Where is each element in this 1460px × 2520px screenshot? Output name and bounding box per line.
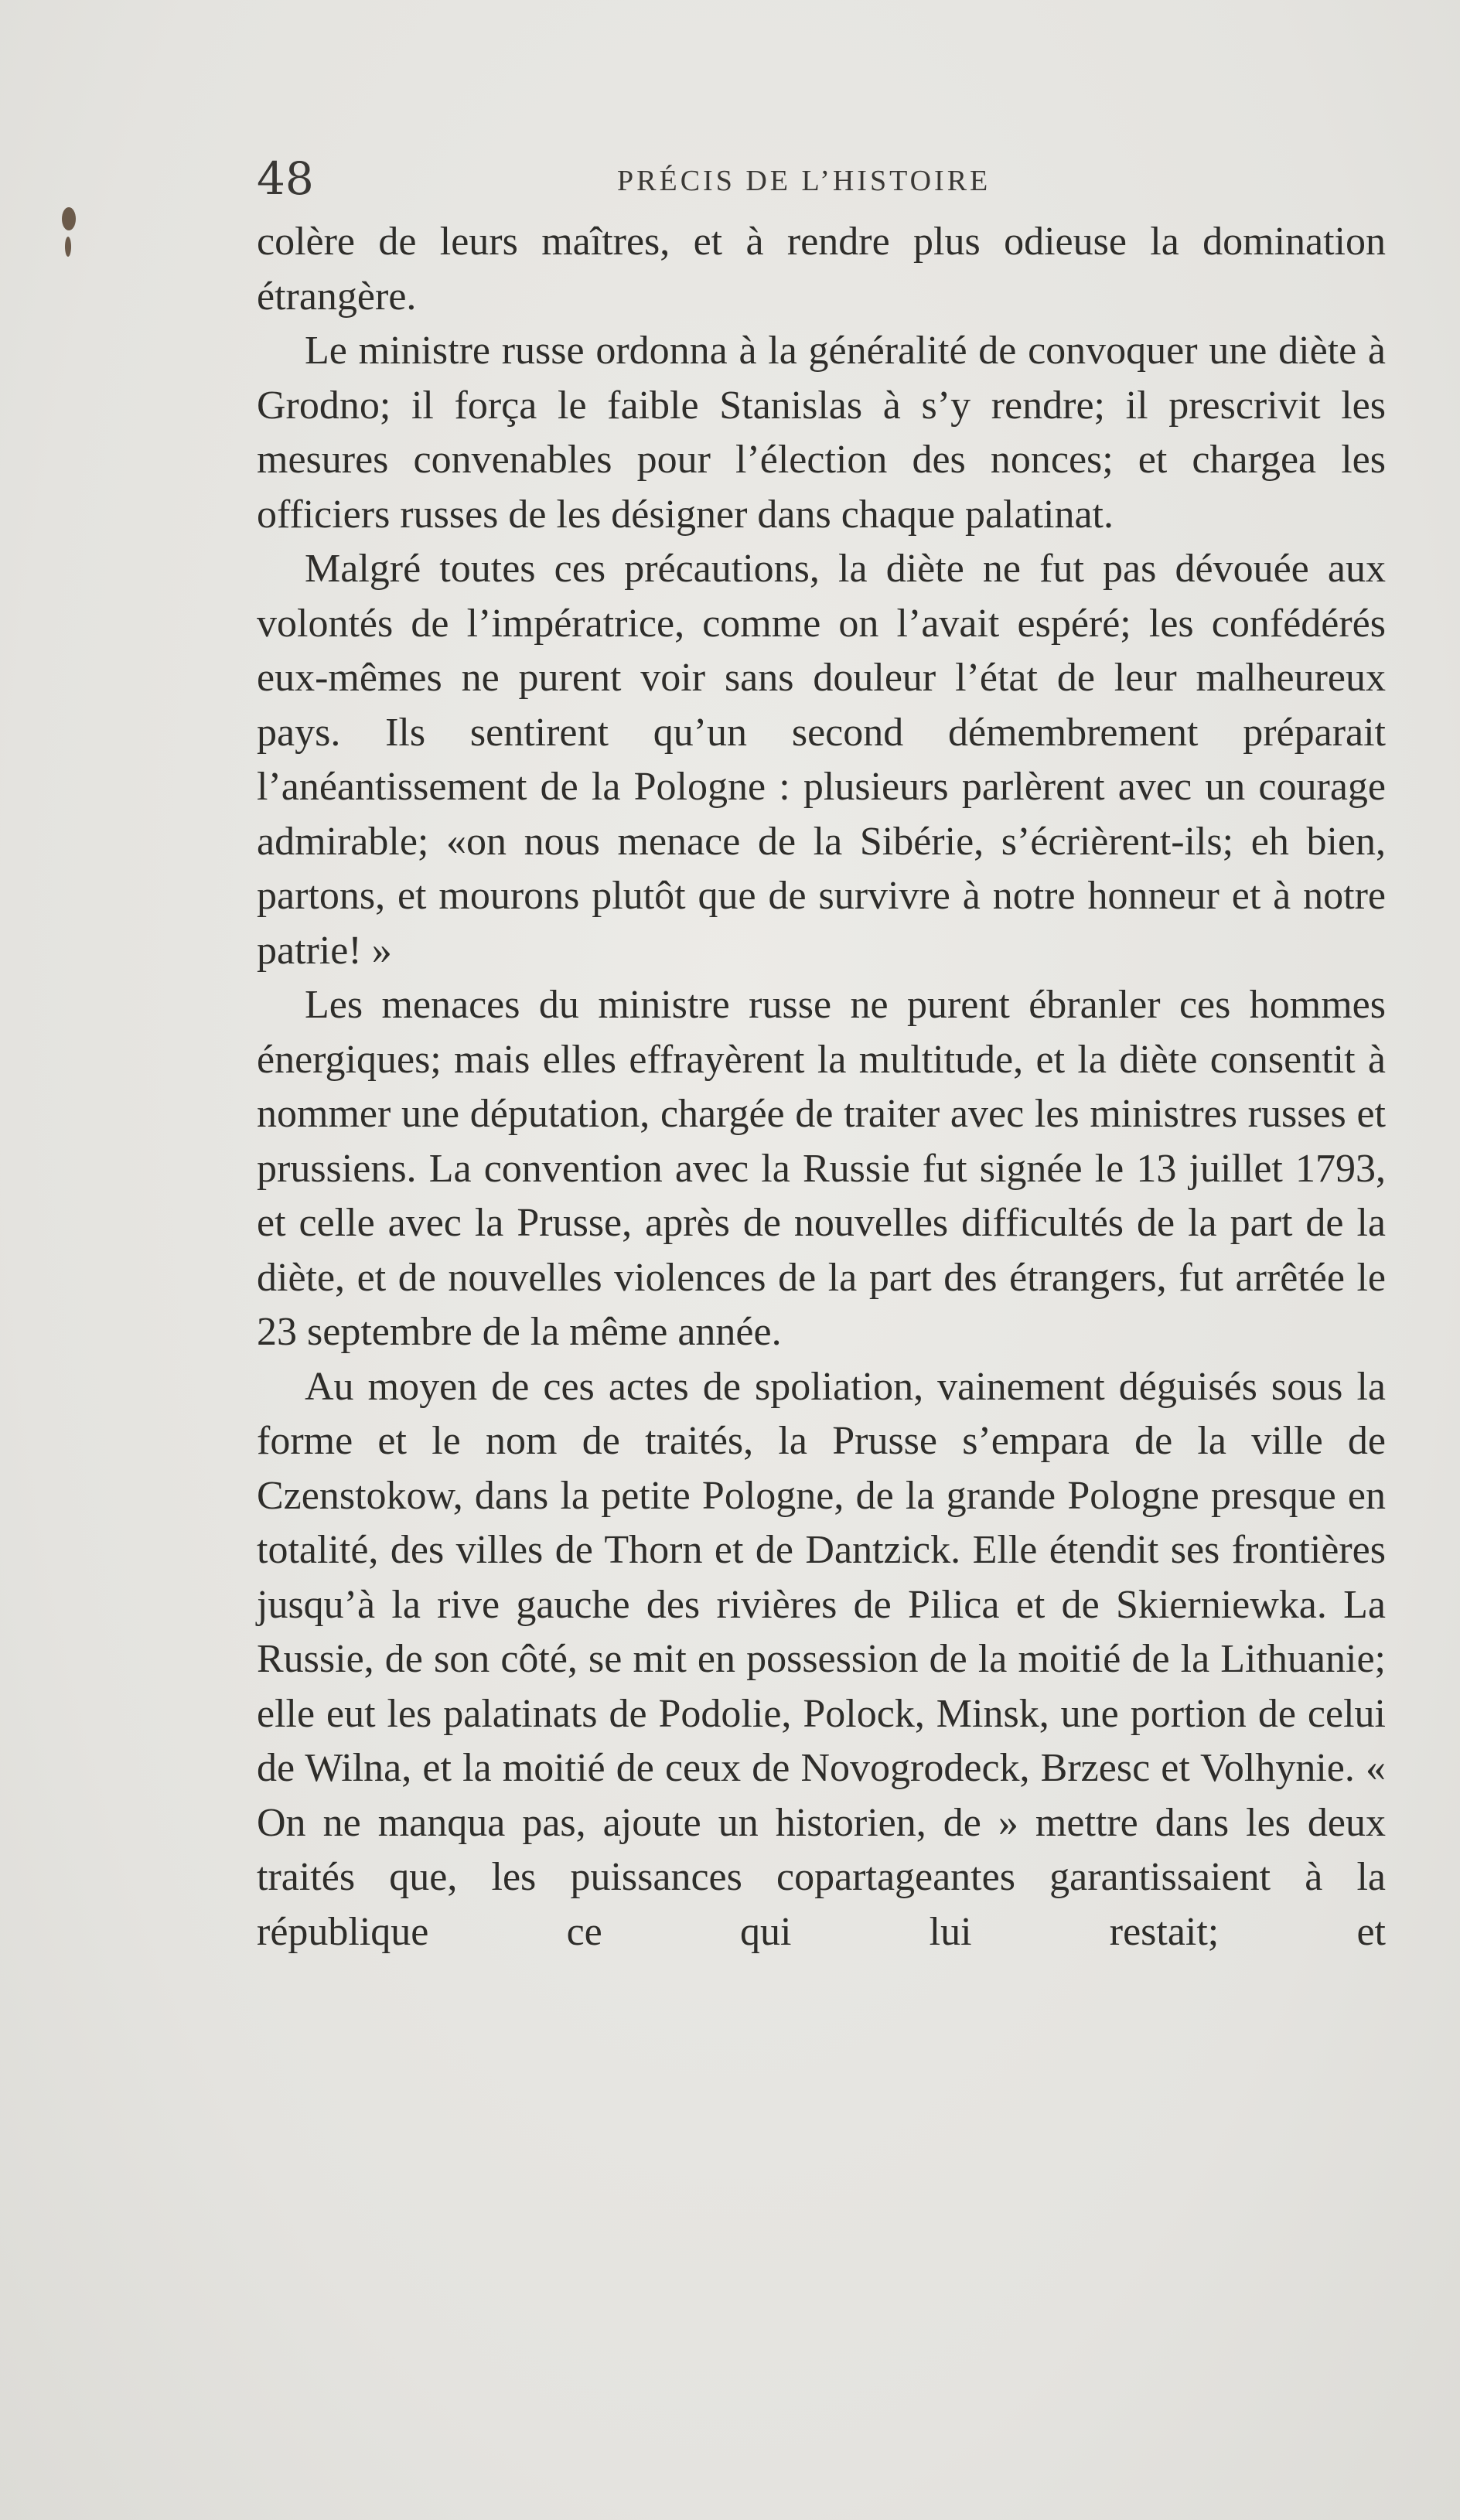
ink-spot — [62, 207, 76, 230]
body-text — [257, 215, 1386, 1959]
page-number: 48 — [257, 152, 314, 205]
paragraph-1: colère de leurs maîtres, et à rendre plus odieuse la domination étrangère. — [257, 220, 1386, 319]
ink-spot — [65, 237, 71, 257]
paragraph-3: Malgré toutes ces précautions, la diète ne fut pas dévouée aux volontés de l’impératrice, comme on l’avait espéré; les confédérés eux-mêmes ne purent voir sans douleur l’état de leur malheureux pays. Ils sentirent qu’un second démembrement préparait l’anéantissement de la Pologne : plusieurs parlèrent avec un courage admirable; «on nous menace de la Sibérie, s’écrièrent-ils; eh bien, partons, et mourons plutôt que de survivre à notre honneur et à notre patrie! » — [257, 547, 1386, 973]
running-title: PRÉCIS DE L’HISTOIRE — [617, 165, 991, 197]
paragraph-5: Au moyen de ces actes de spoliation, vainement déguisés sous la forme et le nom de traités, la Prusse s’empara de la ville de Czenstokow, dans la petite Pologne, de la grande Pologne presque en totalité, des villes de Thorn et de Dantzick. Elle étendit ses frontières jusqu’à la rive gauche des rivières de Pilica et de Skierniewka. La Russie, de son côté, se mit en possession de la moitié de la Lithuanie; elle eut les palatinats de Podolie, Polock, Minsk, une portion de celui de Wilna, et la moitié de ceux de Novogrodeck, Brzesc et Volhynie. « On ne manqua pas, ajoute un historien, de » mettre dans les deux traités que, les puissances copartageantes garantissaient à la république ce qui lui restait; et — [257, 1364, 1386, 1954]
page-header — [257, 152, 1393, 206]
paragraph-2: Le ministre russe ordonna à la généralité de convoquer une diète à Grodno; il força le faible Stanislas à s’y rendre; il prescrivit les mesures convenables pour l’élection des nonces; et chargea les officiers russes de les désigner dans chaque palatinat. — [257, 329, 1386, 537]
paragraph-4: Les menaces du ministre russe ne purent ébranler ces hommes énergiques; mais elles effrayèrent la multitude, et la diète consentit à nommer une députation, chargée de traiter avec les ministres russes et prussiens. La convention avec la Russie fut signée le 13 juillet 1793, et celle avec la Prusse, après de nouvelles difficultés de la part de la diète, et de nouvelles violences de la part des étrangers, fut arrêtée le 23 septembre de la même année. — [257, 983, 1386, 1354]
